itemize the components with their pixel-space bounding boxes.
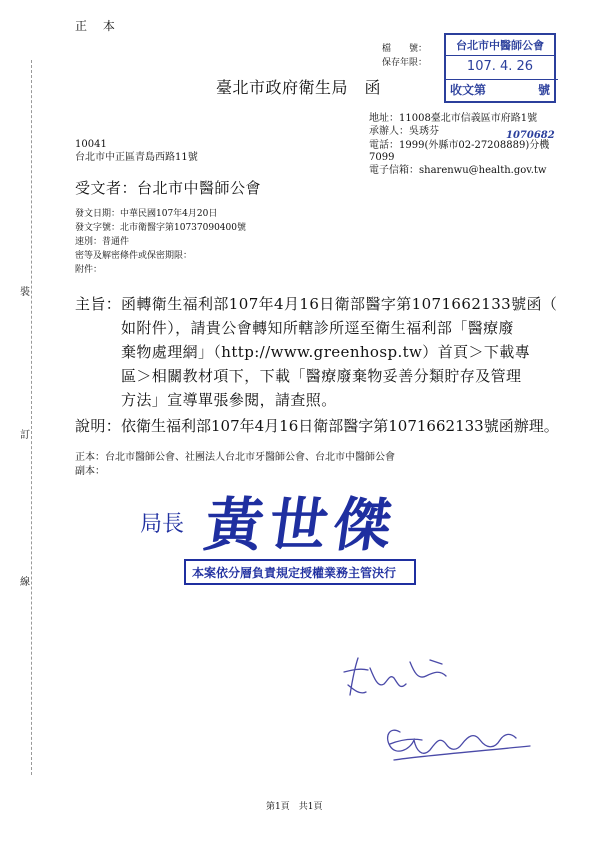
recipient-street: 台北市中正區青島西路11號 — [75, 152, 198, 163]
subject-line: 區＞相關教材項下，下載「醫療廢棄物妥善分類貯存及管理 — [121, 367, 522, 385]
subject-line: 方法」宣導單張參閱，請查照。 — [121, 391, 337, 409]
sender-phone: 電話：1999(外縣市02-27208889)分機 — [369, 140, 550, 151]
stamp-receipt-suffix: 號 — [538, 83, 551, 97]
urgency: 速別：普通件 — [75, 237, 130, 247]
dispatch-date: 發文日期：中華民國107年4月20日 — [75, 209, 218, 219]
explanation-label: 說明： — [75, 417, 122, 435]
distribution-copy: 副本： — [75, 466, 105, 477]
stamp-date: 107. 4. 26 — [466, 59, 534, 74]
sender-email: 電子信箱：sharenwu@health.gov.tw — [369, 165, 547, 176]
sender-address: 地址：11008臺北市信義區市府路1號 — [369, 113, 538, 124]
attachment: 附件： — [75, 265, 103, 275]
approval-stamp — [184, 559, 416, 585]
recipient: 受文者：台北市中醫師公會 — [75, 179, 262, 197]
director-name-stamp: 黃世傑 — [200, 491, 403, 559]
binding-mark-zhuang: 裝 — [20, 287, 30, 298]
subject-line: 棄物處理網」（http://www.greenhosp.tw）首頁＞下載專 — [121, 343, 531, 361]
document-title: 臺北市政府衛生局 函 — [216, 78, 382, 97]
retention-label: 保存年限： — [382, 58, 428, 68]
approval-text: 本案依分層負責規定授權業務主管決行 — [192, 566, 397, 580]
copy-mark: 正 本 — [75, 19, 121, 33]
stamp-receipt-label: 收文第 — [450, 83, 487, 97]
binding-mark-xian: 線 — [20, 577, 30, 588]
handwritten-signatures — [330, 640, 550, 780]
sender-phone-ext: 7099 — [369, 152, 395, 163]
sender-handler: 承辦人：吳琇芬 — [369, 126, 439, 137]
stamp-receipt-no: 1070682 — [506, 130, 555, 141]
page-footer: 第1頁 共1頁 — [266, 802, 323, 812]
stamp-org: 台北市中醫師公會 — [446, 37, 554, 56]
subject-line: 函轉衛生福利部107年4月16日衛部醫字第1071662133號函（ — [121, 295, 558, 313]
binding-mark-ding: 訂 — [20, 430, 30, 441]
distribution-original: 正本：台北市醫師公會、社團法人台北市牙醫師公會、台北市中醫師公會 — [75, 452, 395, 463]
dispatch-number: 發文字號：北市衛醫字第10737090400號 — [75, 223, 246, 233]
director-title: 局長 — [140, 512, 185, 537]
subject-line: 如附件），請貴公會轉知所轄診所逕至衛生福利部「醫療廢 — [121, 319, 514, 337]
recipient-postal: 10041 — [75, 139, 107, 150]
subject-label: 主旨： — [75, 295, 122, 313]
secrecy: 密等及解密條件或保密期限： — [75, 251, 193, 261]
binding-line — [31, 60, 32, 775]
file-no-label: 檔 號： — [382, 44, 428, 54]
explanation-text: 依衛生福利部107年4月16日衛部醫字第1071662133號函辦理。 — [121, 417, 559, 435]
